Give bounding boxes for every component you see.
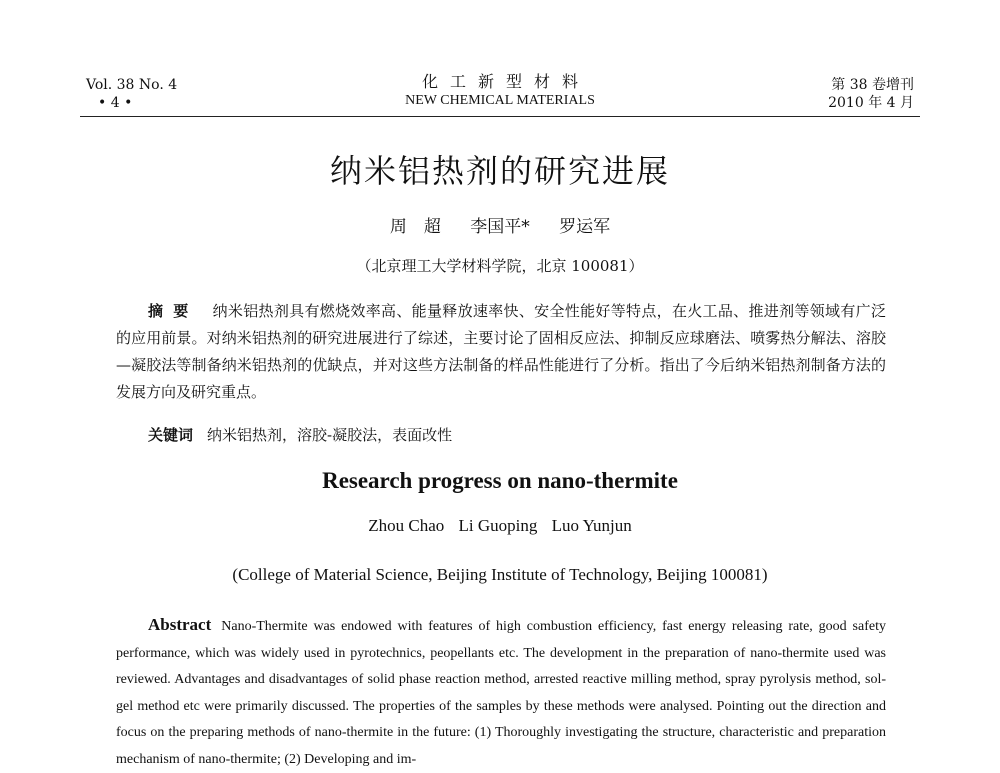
authors-cn [0, 212, 1000, 237]
page-number: • 4 • [98, 95, 133, 111]
journal-volume: Vol. 38 No. 4 [86, 77, 178, 93]
issue-cn: 第 38 卷增刊 [831, 77, 914, 93]
abstract-label-en: Abstract [148, 615, 212, 634]
keywords-label-cn: 关键词 [148, 426, 194, 444]
author-en-2: Li Guoping [458, 516, 538, 535]
title-en: Research progress on nano-thermite [322, 468, 678, 493]
authors-en [0, 516, 1000, 536]
author-cn-3: 罗运军 [559, 217, 611, 237]
affiliation-cn: （北京理工大学材料学院，北京 100081） [356, 257, 644, 275]
abstract-text-cn: 纳米铝热剂具有燃烧效率高、能量释放速率快、安全性能好等特点，在火工品、推进剂等领域有广泛的应用前景。对纳米铝热剂的研究进展进行了综述，主要讨论了固相反应法、抑制反应球磨法、喷雾热分解法、溶胶—凝胶法等制备纳米铝热剂的优缺点，并对这些方法制备的样品性能进行了分析。指出了今后纳米铝热剂制备方法的发展方向及研究重点。 [116, 302, 886, 401]
author-en-1: Zhou Chao [368, 516, 445, 535]
abstract-label-cn: 摘要 [148, 302, 199, 320]
keywords-text-cn: 纳米铝热剂，溶胶-凝胶法，表面改性 [207, 426, 453, 444]
header-left [86, 76, 177, 112]
date-cn: 2010 年 4 月 [828, 95, 914, 111]
abstract-en [116, 612, 886, 773]
journal-name-en: NEW CHEMICAL MATERIALS [405, 93, 595, 108]
keywords-cn [148, 424, 452, 445]
author-cn-1: 周 超 [389, 217, 441, 237]
header-right [828, 76, 914, 112]
abstract-text-en: Nano-Thermite was endowed with features of high combustion efficiency, fast energy releasing rate, good safety performance, which was widely used in pyrotechnics, peopellants etc. The development in the preparation of nano-thermite used was reviewed. Advantages and disadvantages of solid phase reaction method, arrested reactive milling method, spray pyrolysis method, sol-gel method etc were primarily discussed. The properties of the samples by these methods were analysed. Pointing out the direction and focus on the preparing methods of nano-thermite in the future: (1) Thoroughly investigating the structure, characteristic and preparation mechanism of nano-thermite; (2) Developing and im- [116, 619, 886, 767]
header-rule [80, 116, 920, 117]
journal-name-cn: 化工新型材料 [421, 72, 590, 91]
title-cn: 纳米铝热剂的研究进展 [329, 152, 670, 190]
author-en-3: Luo Yunjun [551, 516, 632, 535]
abstract-cn [116, 298, 886, 406]
header-center [300, 72, 700, 110]
affiliation-en: (College of Material Science, Beijing Institute of Technology, Beijing 100081) [232, 565, 768, 584]
author-cn-2: 李国平* [470, 217, 530, 237]
